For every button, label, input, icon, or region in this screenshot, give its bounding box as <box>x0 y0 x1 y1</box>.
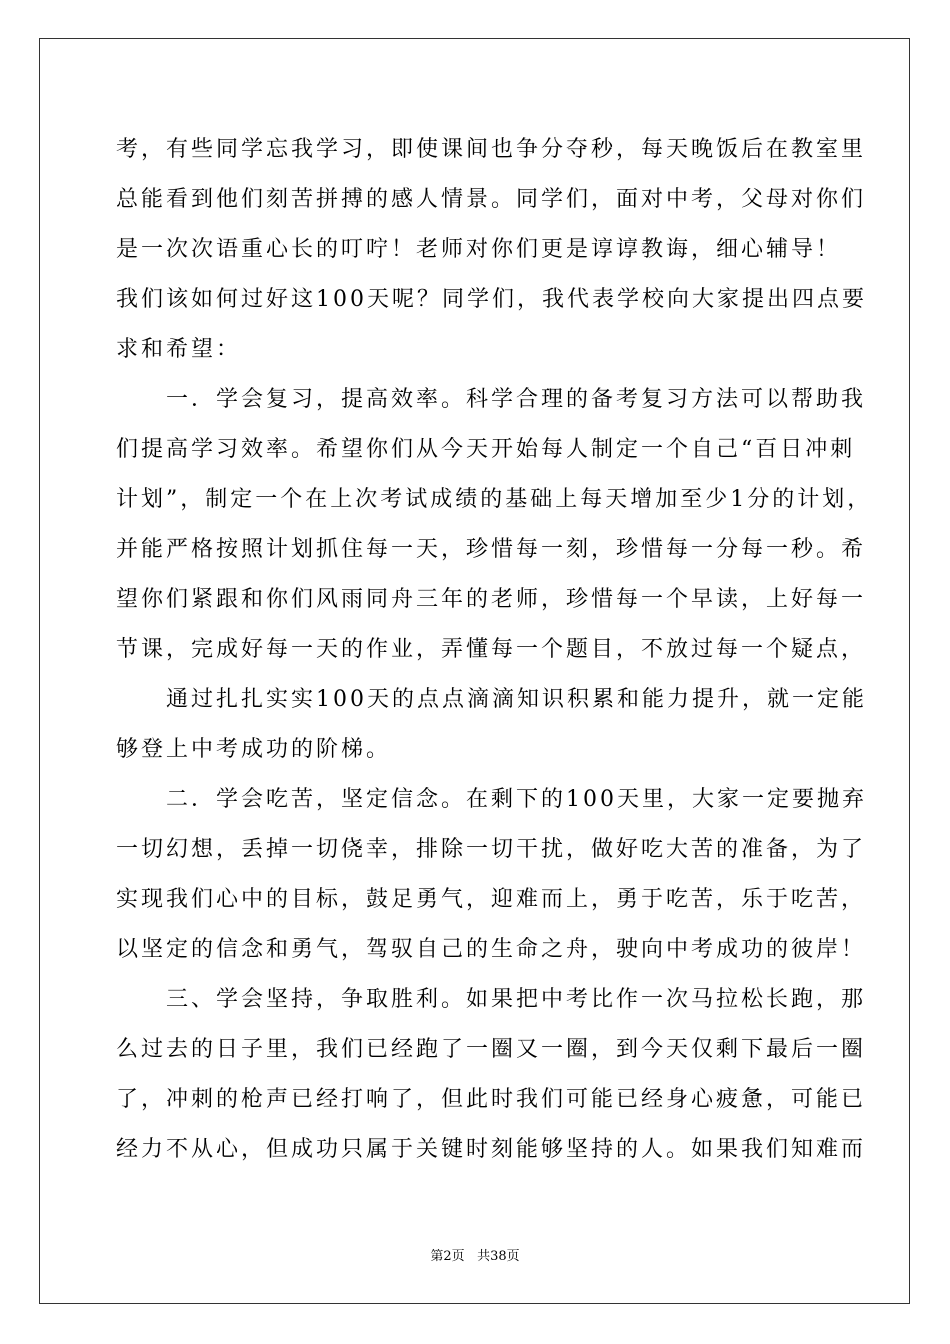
text-line: 们提高学习效率。希望你们从今天开始每人制定一个自己“百日冲刺 <box>116 437 856 462</box>
text-line: 三、学会坚持，争取胜利。如果把中考比作一次马拉松长跑，那 <box>116 987 867 1012</box>
text-line: 二．学会吃苦，坚定信念。在剩下的100天里，大家一定要抛弃 <box>116 787 867 812</box>
text-line: 我们该如何过好这100天呢？同学们，我代表学校向大家提出四点要 <box>116 287 867 312</box>
text-line: 节课，完成好每一天的作业，弄懂每一个题目，不放过每一个疑点， <box>116 637 867 662</box>
text-line: 通过扎扎实实100天的点点滴滴知识积累和能力提升，就一定能 <box>116 687 867 712</box>
page-footer <box>0 1248 950 1266</box>
text-line: 望你们紧跟和你们风雨同舟三年的老师，珍惜每一个早读，上好每一 <box>116 587 867 612</box>
text-line: 总能看到他们刻苦拼搏的感人情景。同学们，面对中考，父母对你们 <box>116 187 867 212</box>
text-line: 实现我们心中的目标，鼓足勇气，迎难而上，勇于吃苦，乐于吃苦， <box>116 887 867 912</box>
text-line: 求和希望： <box>116 337 242 362</box>
text-line: 一．学会复习，提高效率。科学合理的备考复习方法可以帮助我 <box>116 387 867 412</box>
page-number: 第2页 <box>430 1249 465 1264</box>
text-line: 并能严格按照计划抓住每一天，珍惜每一刻，珍惜每一分每一秒。希 <box>116 537 867 562</box>
text-line: 够登上中考成功的阶梯。 <box>116 737 392 762</box>
text-line: 计划”，制定一个在上次考试成绩的基础上每天增加至少1分的计划， <box>116 487 873 512</box>
text-line: 经力不从心，但成功只属于关键时刻能够坚持的人。如果我们知难而 <box>116 1137 867 1162</box>
text-line: 了，冲刺的枪声已经打响了，但此时我们可能已经身心疲惫，可能已 <box>116 1087 867 1112</box>
text-line: 一切幻想，丢掉一切侥幸，排除一切干扰，做好吃大苦的准备，为了 <box>116 837 867 862</box>
text-line: 么过去的日子里，我们已经跑了一圈又一圈，到今天仅剩下最后一圈 <box>116 1037 867 1062</box>
page-total: 共38页 <box>477 1249 520 1264</box>
text-line: 以坚定的信念和勇气，驾驭自己的生命之舟，驶向中考成功的彼岸！ <box>116 937 867 962</box>
text-line: 考，有些同学忘我学习，即使课间也争分夺秒，每天晚饭后在教室里 <box>116 137 867 162</box>
text-line: 是一次次语重心长的叮咛！老师对你们更是谆谆教诲，细心辅导！ <box>116 237 842 262</box>
